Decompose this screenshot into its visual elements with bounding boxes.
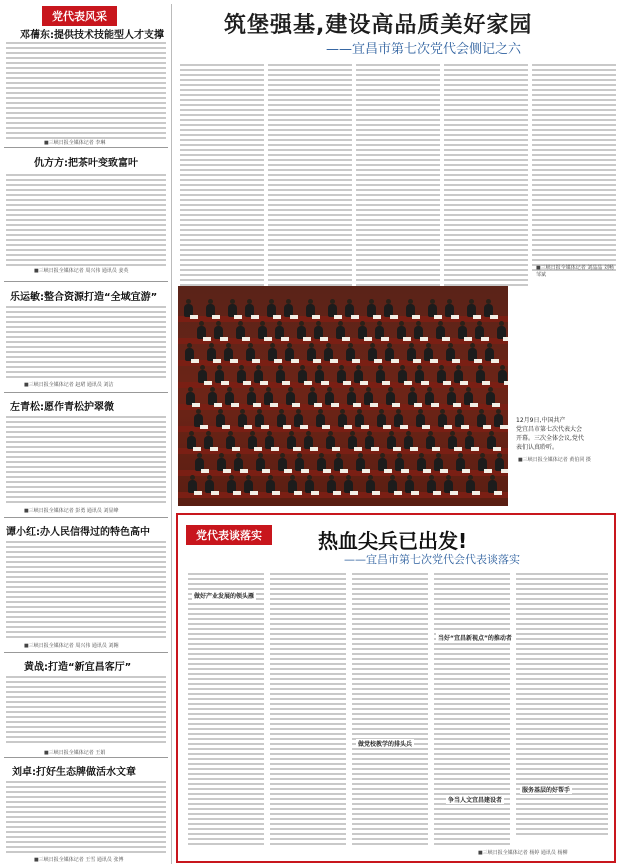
document-paper <box>282 381 290 385</box>
document-paper <box>262 469 270 473</box>
document-paper <box>481 337 489 341</box>
document-paper <box>300 425 308 429</box>
document-paper <box>431 403 439 407</box>
photo-caption: 12月9日,中国共产 党宜昌市第七次代表大会 开幕。三次全体会议,党代 表们认真聆听。 <box>516 417 584 451</box>
document-paper <box>294 491 302 495</box>
document-paper <box>252 359 260 363</box>
document-paper <box>321 381 329 385</box>
document-paper <box>373 315 381 319</box>
document-paper <box>344 425 352 429</box>
article-body <box>6 42 166 142</box>
document-paper <box>372 491 380 495</box>
document-paper <box>483 425 491 429</box>
feature-subhead: 做党校教学的排头兵 <box>358 741 413 748</box>
document-paper <box>470 403 478 407</box>
document-paper <box>312 315 320 319</box>
document-paper <box>222 425 230 429</box>
document-paper <box>254 447 262 451</box>
document-paper <box>413 359 421 363</box>
document-paper <box>493 447 501 451</box>
document-paper <box>320 337 328 341</box>
document-paper <box>430 359 438 363</box>
document-paper <box>223 469 231 473</box>
page-title: 筑堡强基,建设高品质美好家园 <box>224 13 533 38</box>
document-paper <box>453 403 461 407</box>
document-paper <box>450 491 458 495</box>
document-paper <box>313 359 321 363</box>
divider <box>4 392 168 393</box>
article-body <box>444 64 528 289</box>
document-paper <box>361 425 369 429</box>
document-paper <box>451 315 459 319</box>
document-paper <box>264 337 272 341</box>
document-paper <box>432 447 440 451</box>
page-subtitle: ——宜昌市第七次党代会侧记之六 <box>326 42 522 57</box>
document-paper <box>284 469 292 473</box>
document-paper <box>460 381 468 385</box>
article-byline: ■三峡日报全媒体记者 王娟 <box>44 750 106 756</box>
document-paper <box>400 425 408 429</box>
document-paper <box>323 469 331 473</box>
document-paper <box>240 469 248 473</box>
article-byline: ■三峡日报全媒体记者 刘晶晶 刘畅 邹斌 <box>536 265 614 278</box>
document-paper <box>492 403 500 407</box>
document-paper <box>391 359 399 363</box>
document-paper <box>260 381 268 385</box>
document-paper <box>340 469 348 473</box>
divider <box>4 757 168 758</box>
document-paper <box>314 403 322 407</box>
document-paper <box>270 403 278 407</box>
article-title: 乐运敏:整合资源打造“全域宜游” <box>10 292 158 303</box>
document-paper <box>454 447 462 451</box>
article-byline: ■三峡日报全媒体记者 彭勇 通讯员 刘显峰 <box>24 508 119 514</box>
document-paper <box>411 491 419 495</box>
document-paper <box>251 315 259 319</box>
document-paper <box>204 381 212 385</box>
document-paper <box>271 447 279 451</box>
document-paper <box>461 425 469 429</box>
document-paper <box>194 491 202 495</box>
document-paper <box>390 315 398 319</box>
document-paper <box>330 359 338 363</box>
article-body <box>6 676 166 746</box>
document-paper <box>414 403 422 407</box>
photo-credit: ■三峡日报全媒体记者 黄伯同 摄 <box>518 457 591 463</box>
document-paper <box>203 337 211 341</box>
divider <box>4 517 168 518</box>
document-paper <box>371 447 379 451</box>
document-paper <box>403 337 411 341</box>
document-paper <box>304 381 312 385</box>
document-paper <box>281 337 289 341</box>
document-paper <box>232 447 240 451</box>
document-paper <box>201 469 209 473</box>
document-paper <box>443 381 451 385</box>
article-title: 左青松:愿作青松护翠微 <box>10 402 114 413</box>
document-paper <box>384 469 392 473</box>
document-paper <box>332 447 340 451</box>
document-paper <box>401 469 409 473</box>
article-body <box>532 64 616 274</box>
document-paper <box>292 403 300 407</box>
document-paper <box>261 425 269 429</box>
conference-photo <box>178 286 618 506</box>
article-title: 刘卓:打好生态牌做活水文章 <box>12 767 136 778</box>
document-paper <box>500 425 508 429</box>
document-paper <box>334 315 342 319</box>
document-paper <box>190 315 198 319</box>
document-paper <box>434 315 442 319</box>
document-paper <box>291 359 299 363</box>
document-paper <box>440 469 448 473</box>
feature-subheadline: ——宜昌市第七次党代会代表谈落实 <box>344 553 520 566</box>
section-tag: 党代表风采 <box>42 6 117 26</box>
article-title: 黄战:打造“新宜昌客厅” <box>24 662 132 673</box>
article-body <box>516 573 608 838</box>
document-paper <box>333 491 341 495</box>
article-body <box>356 64 440 289</box>
document-paper <box>421 381 429 385</box>
document-paper <box>210 447 218 451</box>
article-byline: ■三峡日报全媒体记者 李琳 <box>44 140 106 146</box>
document-paper <box>233 491 241 495</box>
document-paper <box>212 315 220 319</box>
article-body <box>6 781 166 856</box>
document-paper <box>464 337 472 341</box>
document-paper <box>382 381 390 385</box>
article-body <box>180 64 264 289</box>
document-paper <box>471 447 479 451</box>
document-paper <box>290 315 298 319</box>
document-paper <box>342 337 350 341</box>
document-paper <box>490 315 498 319</box>
feature-subhead: 服务基层的好帮手 <box>522 787 571 794</box>
document-paper <box>360 381 368 385</box>
document-paper <box>350 491 358 495</box>
document-paper <box>231 403 239 407</box>
article-body <box>6 416 166 506</box>
delegates-crowd <box>178 286 508 506</box>
document-paper <box>273 315 281 319</box>
document-paper <box>193 447 201 451</box>
document-paper <box>200 425 208 429</box>
document-paper <box>214 403 222 407</box>
document-paper <box>474 359 482 363</box>
feature-box <box>176 513 616 863</box>
document-paper <box>192 403 200 407</box>
document-paper <box>354 447 362 451</box>
document-paper <box>243 381 251 385</box>
document-paper <box>311 491 319 495</box>
document-paper <box>283 425 291 429</box>
document-paper <box>433 491 441 495</box>
document-paper <box>220 337 228 341</box>
article-body <box>352 573 428 848</box>
document-paper <box>383 425 391 429</box>
document-paper <box>274 359 282 363</box>
column-divider <box>171 4 172 864</box>
document-paper <box>472 491 480 495</box>
document-paper <box>242 337 250 341</box>
document-paper <box>362 469 370 473</box>
document-paper <box>364 337 372 341</box>
document-paper <box>253 403 261 407</box>
document-paper <box>303 337 311 341</box>
document-paper <box>353 403 361 407</box>
document-paper <box>484 469 492 473</box>
article-body <box>6 306 166 381</box>
masthead <box>176 6 616 62</box>
document-paper <box>462 469 470 473</box>
document-paper <box>230 359 238 363</box>
article-byline: ■三峡日报全媒体记者 王雪 通讯员 张博 <box>34 857 124 863</box>
document-paper <box>331 403 339 407</box>
article-byline: ■三峡日报全媒体记者 周兴伟 通讯员 刘翱 <box>24 643 119 649</box>
document-paper <box>211 491 219 495</box>
article-byline: ■三峡日报全媒体记者 赵珺 通讯员 刘洁 <box>24 382 114 388</box>
document-paper <box>444 425 452 429</box>
section-tag: 党代表谈落实 <box>186 525 272 545</box>
article-body <box>270 573 346 848</box>
article-body <box>188 573 264 848</box>
document-paper <box>351 315 359 319</box>
document-paper <box>370 403 378 407</box>
article-title: 仇方方:把茶叶变致富叶 <box>34 158 138 169</box>
document-paper <box>482 381 490 385</box>
document-paper <box>293 447 301 451</box>
document-paper <box>310 447 318 451</box>
document-paper <box>410 447 418 451</box>
document-paper <box>491 359 499 363</box>
article-body <box>6 541 166 641</box>
article-body <box>6 174 166 269</box>
document-paper <box>352 359 360 363</box>
document-paper <box>494 491 502 495</box>
document-paper <box>420 337 428 341</box>
document-paper <box>422 425 430 429</box>
document-paper <box>374 359 382 363</box>
article-byline: ■三峡日报全媒体记者 周兴伟 通讯员 姜英 <box>34 268 129 274</box>
document-paper <box>250 491 258 495</box>
article-title: 邓蒨东:提供技术技能型人才支撑 <box>20 30 164 41</box>
feature-subhead: 做好产业发展的领头雁 <box>194 593 255 600</box>
document-paper <box>244 425 252 429</box>
document-paper <box>452 359 460 363</box>
feature-headline: 热血尖兵已出发! <box>318 529 468 553</box>
document-paper <box>234 315 242 319</box>
divider <box>4 652 168 653</box>
article-byline: ■三峡日报全媒体记者 杨婷 通讯员 杨柳 <box>478 850 568 856</box>
document-paper <box>191 359 199 363</box>
document-paper <box>392 403 400 407</box>
divider <box>4 147 168 148</box>
document-paper <box>393 447 401 451</box>
document-paper <box>404 381 412 385</box>
document-paper <box>394 491 402 495</box>
document-paper <box>213 359 221 363</box>
document-paper <box>221 381 229 385</box>
document-paper <box>272 491 280 495</box>
left-column <box>4 4 168 864</box>
document-paper <box>473 315 481 319</box>
feature-subhead: 当好“宜昌新视点”的推动者 <box>438 635 512 642</box>
article-body <box>268 64 352 289</box>
feature-subhead: 争当人文宜昌建设者 <box>448 797 503 804</box>
document-paper <box>412 315 420 319</box>
document-paper <box>322 425 330 429</box>
article-title: 谭小红:办人民信得过的特色高中 <box>6 527 150 538</box>
document-paper <box>301 469 309 473</box>
document-paper <box>381 337 389 341</box>
article-body <box>434 573 510 848</box>
document-paper <box>343 381 351 385</box>
document-paper <box>423 469 431 473</box>
document-paper <box>442 337 450 341</box>
divider <box>4 281 168 282</box>
